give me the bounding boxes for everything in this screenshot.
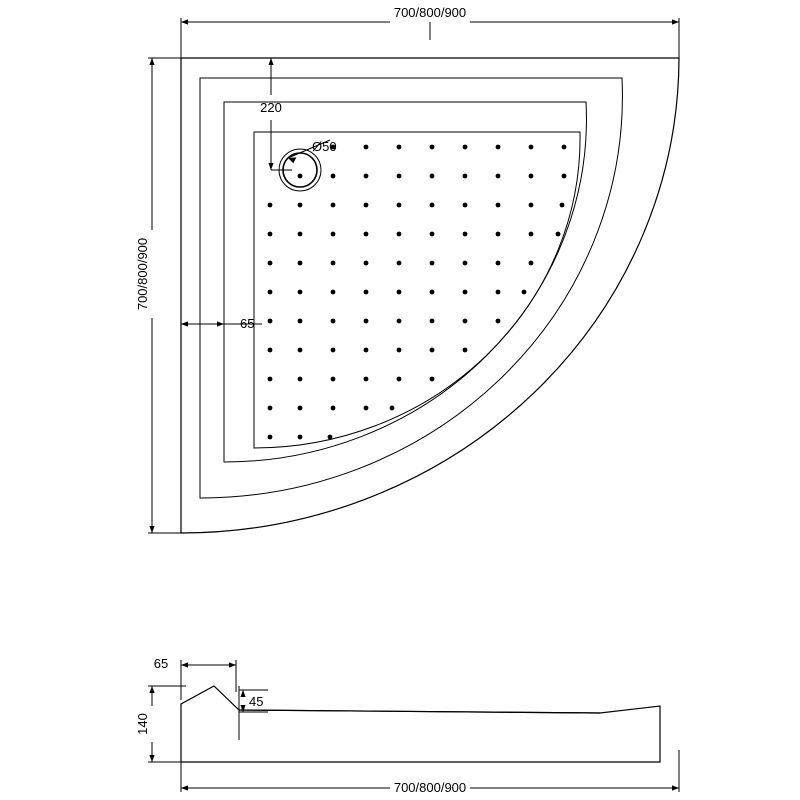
section-height-dimension [148, 686, 186, 762]
tray-inner-rim-contour [224, 102, 586, 462]
tray-outer-rim-contour [200, 78, 622, 498]
top-width-label: 700/800/900 [393, 5, 467, 20]
anti-slip-dots [268, 145, 567, 440]
tray-well-outline [254, 132, 580, 448]
top-width-dimension [181, 18, 679, 60]
drain-diameter-label: Ø50 [312, 139, 337, 154]
section-bottom-width-label: 700/800/900 [393, 780, 467, 795]
section-rim-offset-label: 65 [153, 656, 169, 671]
drain-offset-label: 220 [260, 100, 282, 115]
section-height-label: 140 [135, 713, 150, 735]
section-rim-offset-dimension [181, 660, 236, 700]
left-height-label: 700/800/900 [135, 237, 150, 311]
tray-outline [181, 58, 679, 533]
rim-width-label: 65 [240, 316, 255, 331]
left-height-dimension [148, 58, 186, 533]
section-depth-label: 45 [249, 694, 264, 709]
